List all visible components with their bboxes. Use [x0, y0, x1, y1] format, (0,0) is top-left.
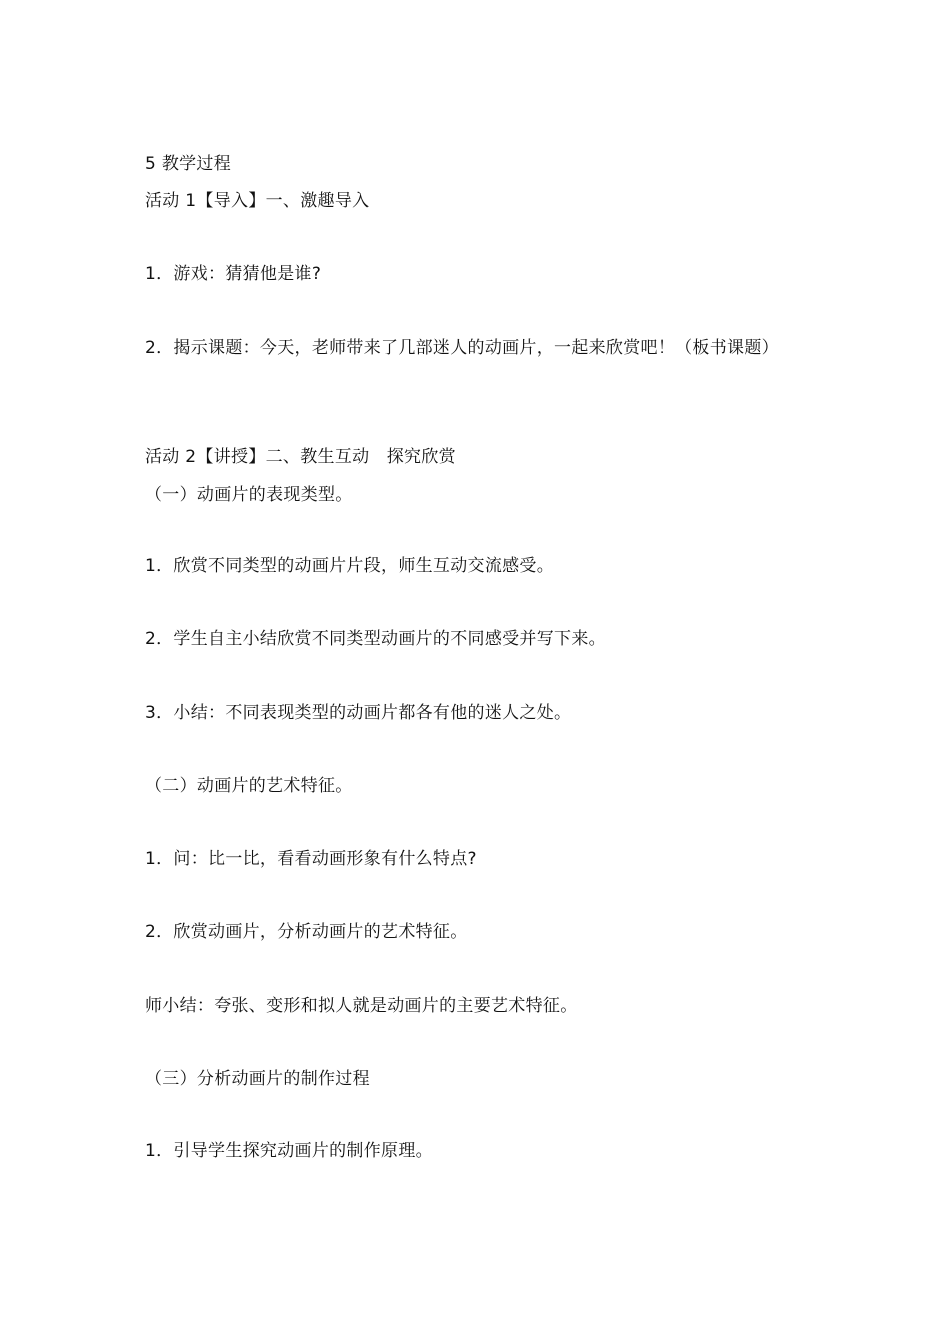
part3-heading: （三）分析动画片的制作过程	[145, 1069, 370, 1089]
part1-item-2: 2．学生自主小结欣赏不同类型动画片的不同感受并写下来。	[145, 629, 606, 649]
part2-summary: 师小结：夸张、变形和拟人就是动画片的主要艺术特征。	[145, 996, 578, 1016]
part2-heading: （二）动画片的艺术特征。	[145, 776, 353, 796]
part2-item-2: 2．欣赏动画片，分析动画片的艺术特征。	[145, 922, 468, 942]
activity2-heading: 活动 2【讲授】二、教生互动 探究欣赏	[145, 447, 456, 467]
part1-item-3: 3．小结：不同表现类型的动画片都各有他的迷人之处。	[145, 703, 572, 723]
part1-item-1: 1．欣赏不同类型的动画片片段，师生互动交流感受。	[145, 556, 555, 576]
part2-item-1: 1．问：比一比，看看动画形象有什么特点?	[145, 849, 477, 869]
activity1-item-2: 2．揭示课题：今天，老师带来了几部迷人的动画片，一起来欣赏吧！（板书课题）	[145, 338, 779, 358]
activity1-item-1: 1．游戏：猜猜他是谁?	[145, 264, 322, 284]
part1-heading: （一）动画片的表现类型。	[145, 485, 353, 505]
part3-item-1: 1．引导学生探究动画片的制作原理。	[145, 1141, 433, 1161]
section-heading: 5 教学过程	[145, 154, 232, 174]
activity1-heading: 活动 1【导入】一、激趣导入	[145, 191, 370, 211]
